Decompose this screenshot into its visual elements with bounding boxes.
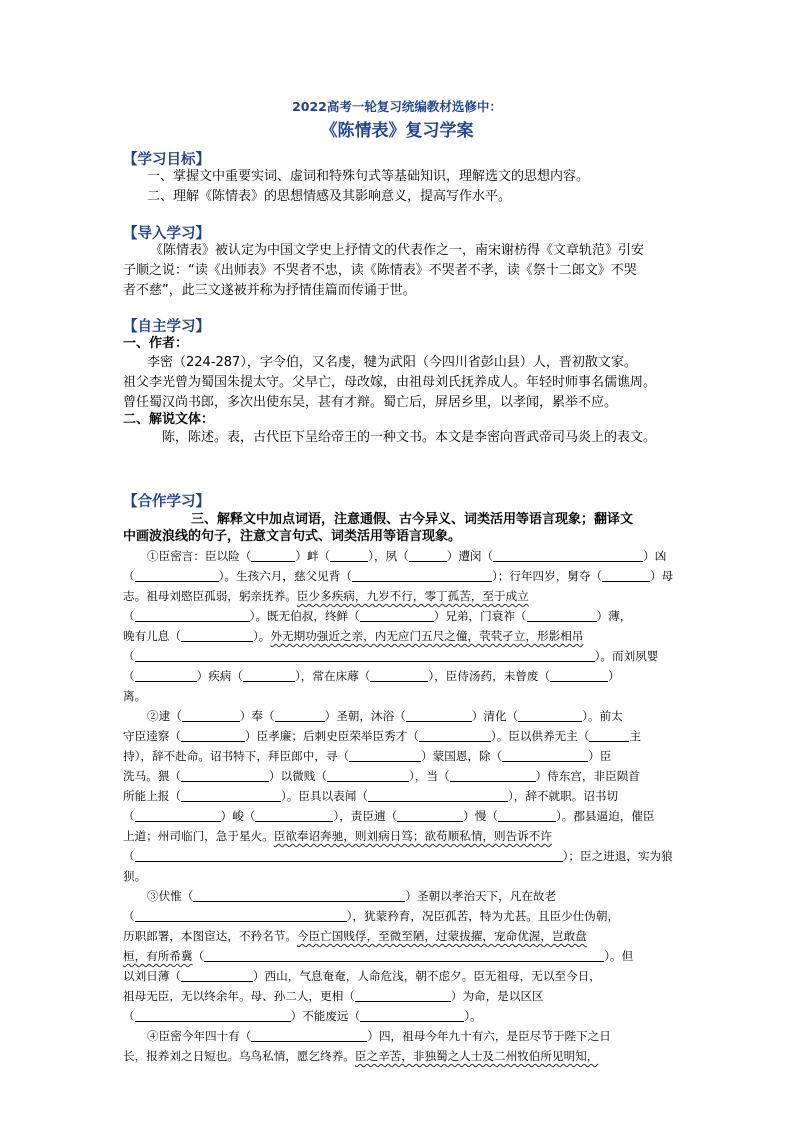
document-subtitle: 2022高考一轮复习统编教材选修中： [292, 99, 502, 114]
answer-blank[interactable] [135, 848, 563, 862]
exercise-line: （ ）。而刘夙婴 [123, 649, 659, 663]
exercise-line: 晚有儿息（ ）。外无期功强近之亲，内无应门五尺之僮，茕茕孑立，形影相吊 [123, 629, 584, 643]
answer-blank[interactable] [368, 788, 508, 802]
exercise-line: 上道；州司临门，急于星火。臣欲奉诏奔驰，则刘病日笃；欲苟顺私情，则告诉不许 [123, 829, 552, 843]
coop-instruction: 中画波浪线的句子，注意文言句式、词类活用等语言现象。 [123, 529, 462, 544]
exercise-line: （ ）疾病（ ），常在床蓐（ ），臣侍汤药，未曾废（ ） [123, 669, 620, 683]
exercise-line: ②逮（ ）奉（ ）圣朝，沐浴（ ）清化（ ）。前太 [147, 709, 623, 723]
intro-line: 者不慈”，此三文遂被并称为抒情佳篇而传诵于世。 [123, 283, 416, 298]
wavy-sentence: 臣少多疾病，九岁不行，零丁孤苦，至于成立 [296, 589, 529, 603]
wavy-sentence: 臣欲奉诏奔驰，则刘病日笃；欲苟顺私情，则告诉不许 [273, 829, 552, 843]
answer-blank[interactable] [251, 548, 295, 562]
author-line: 李密（224-287），字令伯，又名虔，犍为武阳（今四川省彭山县）人，晋初散文家。 [147, 355, 637, 370]
exercise-line: 桓，有所希冀（ ）。但 [123, 949, 634, 963]
answer-blank[interactable] [450, 768, 536, 782]
answer-blank[interactable] [397, 808, 463, 822]
answer-blank[interactable] [589, 728, 629, 742]
section-heading-intro: 【导入学习】 [123, 226, 210, 242]
answer-blank[interactable] [182, 708, 240, 722]
coop-instruction: 三、解释文中加点词语，注意通假、古今异义、词类活用等语言现象；翻译文 [191, 512, 634, 527]
exercise-line: 持），辞不赴命。诏书特下，拜臣郎中，寻（ ）蒙国恩，除（ ）臣 [123, 749, 612, 763]
answer-blank[interactable] [255, 808, 333, 822]
wavy-sentence: 桓，有所希冀 [123, 949, 193, 963]
answer-blank[interactable] [327, 768, 409, 782]
answer-blank[interactable] [419, 728, 491, 742]
answer-blank[interactable] [204, 948, 604, 962]
exercise-line: （ ）；臣之进退，实为狼 [123, 849, 673, 863]
author-line: 祖父李光曾为蜀国朱提太守。父早亡，母改嫁，由祖母刘氏抚养成人。年轻时师事名儒谯周。 [123, 375, 657, 390]
exercise-line: （ ）不能废远（ ）。 [123, 1009, 482, 1023]
answer-blank[interactable] [243, 668, 295, 682]
answer-blank[interactable] [352, 568, 492, 582]
exercise-line: （ ）。生孩六月，慈父见背（ ）；行年四岁，舅夺（ ）母 [123, 569, 674, 583]
exercise-line: （ ），犹蒙矜育，况臣孤苦，特为尤甚。且臣少仕伪朝， [123, 909, 620, 923]
genre-label: 二、解说文体： [123, 412, 215, 427]
answer-blank[interactable] [135, 608, 250, 622]
exercise-line: 守臣逵察（ ）臣孝廉；后刺史臣荣举臣秀才（ ）。臣以供养无主（ 主 [123, 729, 642, 743]
section-heading-goals: 【学习目标】 [123, 152, 210, 168]
answer-blank[interactable] [181, 968, 253, 982]
answer-blank[interactable] [502, 748, 588, 762]
exercise-line: 祖母无臣，无以终余年。母、孙二人，更相（ ）为命，是以区区 [123, 989, 544, 1003]
section-heading-coop: 【合作学习】 [123, 494, 210, 510]
answer-blank[interactable] [135, 808, 221, 822]
goal-item: 一、掌握文中重要实词、虚词和特殊句式等基础知识，理解选文的思想内容。 [147, 169, 590, 184]
answer-blank[interactable] [135, 568, 219, 582]
exercise-line: 狈。 [123, 869, 147, 883]
genre-line: 陈，陈述。表，古代臣下呈给帝王的一种文书。本文是李密向晋武帝司马炎上的表文。 [162, 430, 657, 445]
exercise-line: 历职郎署，本图宦达，不矜名节。今臣亡国贱俘，至微至陋，过蒙拔擢，宠命优渥，岂敢盘 [123, 929, 587, 943]
answer-blank[interactable] [349, 748, 421, 762]
intro-line: 子顺之说：“读《出师表》不哭者不忠，读《陈情表》不哭者不孝，读《祭十二郎文》不哭 [123, 263, 637, 278]
section-heading-self-study: 【自主学习】 [123, 319, 210, 335]
exercise-passage [123, 546, 679, 1066]
answer-blank[interactable] [135, 668, 197, 682]
answer-blank[interactable] [518, 708, 582, 722]
answer-blank[interactable] [360, 608, 434, 622]
exercise-line: ④臣密今年四十有（ ）四，祖母今年九十有六，是臣尽节于陛下之日 [147, 1029, 611, 1043]
answer-blank[interactable] [370, 668, 428, 682]
answer-blank[interactable] [181, 728, 245, 742]
author-label: 一、作者： [123, 336, 189, 351]
answer-blank[interactable] [135, 648, 595, 662]
answer-blank[interactable] [135, 908, 347, 922]
intro-line: 《陈情表》被认定为中国文学史上抒情文的代表作之一，南宋谢枋得《文章轨范》引安 [150, 243, 645, 258]
exercise-line: ①臣密言：臣以险（ ）衅（ ），夙（ ）遭闵（ ）凶 [147, 549, 667, 563]
answer-blank[interactable] [406, 708, 472, 722]
answer-blank[interactable] [181, 768, 269, 782]
answer-blank[interactable] [330, 548, 368, 562]
exercise-line: 所能上报（ ）。臣具以表闻（ ），辞不就职。诏书切 [123, 789, 619, 803]
exercise-line: 长，报养刘之日短也。乌鸟私情，愿乞终养。臣之辛苦，非独蜀之人士及二州牧伯所见明知， [123, 1049, 599, 1063]
answer-blank[interactable] [360, 1008, 464, 1022]
exercise-line: 离。 [123, 689, 147, 703]
answer-blank[interactable] [193, 888, 405, 902]
answer-blank[interactable] [135, 1008, 291, 1022]
answer-blank[interactable] [409, 548, 447, 562]
author-line: 曾任蜀汉尚书郎，多次出使东吴，甚有才辩。蜀亡后，屏居乡里，以孝闻，累举不应。 [123, 395, 618, 410]
exercise-line: （ ）。既无伯叔，终鲜（ ）兄弟，门衰祚（ ）薄， [123, 609, 632, 623]
exercise-line: 以刘日薄（ ）西山，气息奄奄，人命危浅，朝不虑夕。臣无祖母，无以至今日， [123, 969, 601, 983]
goal-item: 二、理解《陈情表》的思想情感及其影响意义，提高写作水平。 [147, 189, 512, 204]
wavy-sentence: 今臣亡国贱俘，至微至陋，过蒙拔擢，宠命优渥，岂敢盘 [296, 929, 587, 943]
exercise-line: 志。祖母刘愍臣孤弱，躬亲抚养。臣少多疾病，九岁不行，零丁孤苦，至于成立 [123, 589, 529, 603]
answer-blank[interactable] [527, 608, 597, 622]
answer-blank[interactable] [181, 788, 281, 802]
answer-blank[interactable] [355, 988, 451, 1002]
answer-blank[interactable] [251, 1028, 367, 1042]
exercise-line: ③伏惟（ ）圣朝以孝治天下，凡在故老 [147, 889, 557, 903]
answer-blank[interactable] [181, 628, 253, 642]
wavy-sentence: 臣之辛苦，非独蜀之人士及二州牧伯所见明知， [354, 1049, 599, 1063]
exercise-line: （ ）峻（ ），责臣逋（ ）慢（ ）。郡县逼迫，催臣 [123, 809, 655, 823]
answer-blank[interactable] [275, 708, 325, 722]
exercise-line: 洗马。猥（ ）以微贱（ ），当（ ）侍东宫，非臣陨首 [123, 769, 640, 783]
answer-blank[interactable] [602, 568, 650, 582]
answer-blank[interactable] [550, 668, 608, 682]
wavy-sentence: 外无期功强近之亲，内无应门五尺之僮，茕茕孑立，形影相吊 [270, 629, 584, 643]
answer-blank[interactable] [493, 548, 643, 562]
document-title: 《陈情表》复习学案 [320, 121, 474, 141]
answer-blank[interactable] [498, 808, 556, 822]
